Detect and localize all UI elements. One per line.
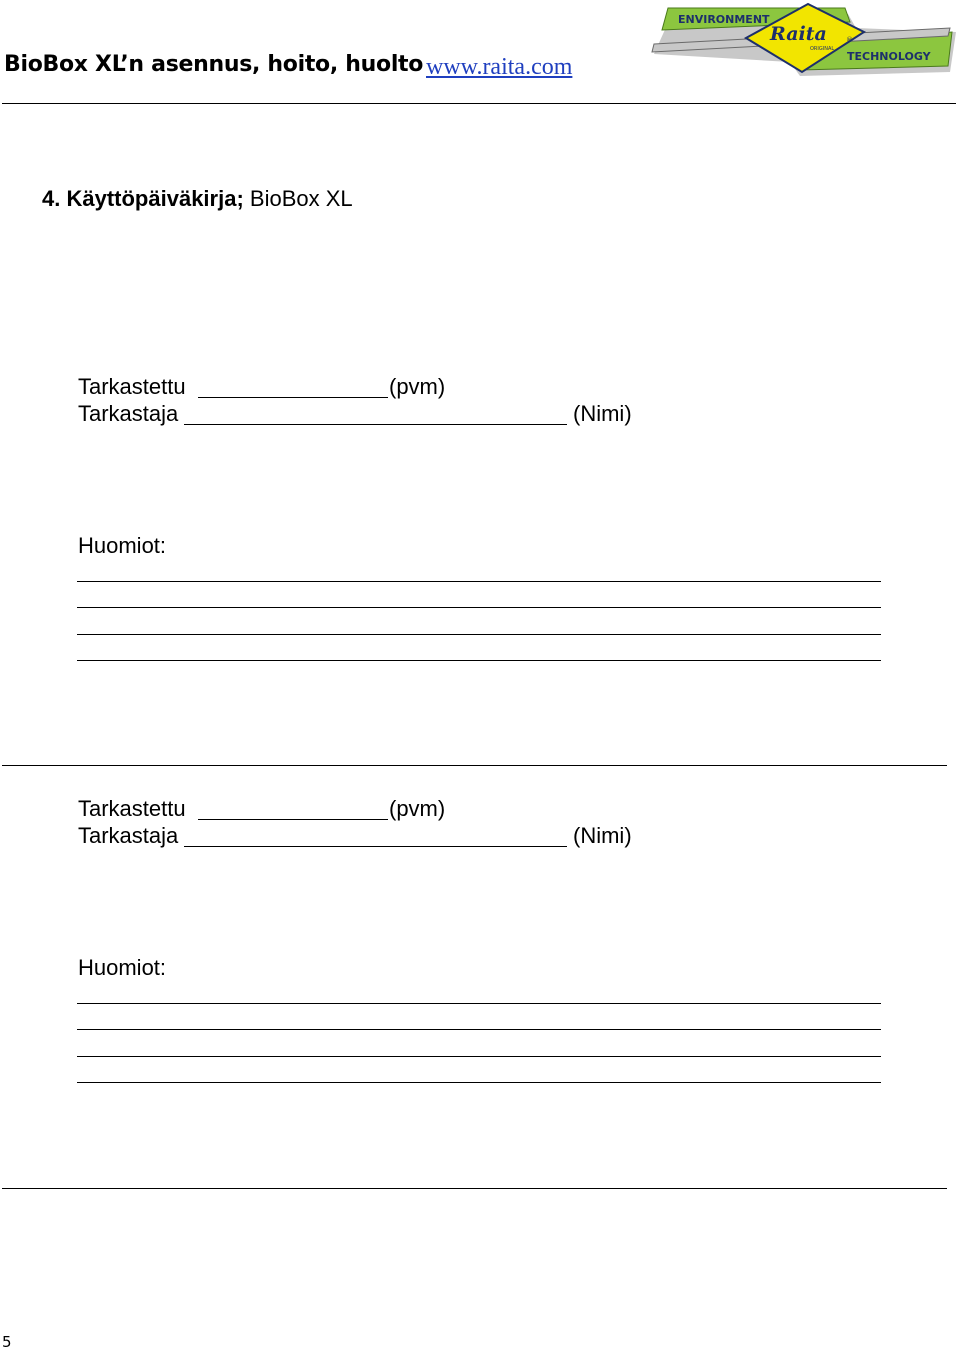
name-line[interactable] xyxy=(184,846,567,847)
notes-line[interactable] xyxy=(77,581,881,582)
checked-label: Tarkastettu xyxy=(78,374,186,399)
notes-label: Huomiot: xyxy=(78,955,167,980)
date-suffix: (pvm) xyxy=(389,374,446,399)
checked-label: Tarkastettu xyxy=(78,796,186,821)
notes-line[interactable] xyxy=(77,634,881,635)
inspector-label: Tarkastaja xyxy=(78,401,179,426)
name-suffix: (Nimi) xyxy=(573,401,632,426)
website-link[interactable]: www.raita.com xyxy=(426,54,573,80)
notes-line[interactable] xyxy=(77,660,881,661)
logo-technology-text: TECHNOLOGY xyxy=(847,50,931,63)
logo-brand-text: Raita xyxy=(770,23,827,45)
notes-line[interactable] xyxy=(77,1056,881,1057)
date-line[interactable] xyxy=(198,397,388,398)
date-line[interactable] xyxy=(198,819,388,820)
notes-label: Huomiot: xyxy=(78,533,167,558)
page-number: 5 xyxy=(2,1333,12,1351)
entry-separator xyxy=(2,1188,947,1189)
notes-line[interactable] xyxy=(77,1029,881,1030)
logo-original-text: ORIGINAL xyxy=(810,46,835,52)
header-divider xyxy=(2,103,956,104)
logo-registered-mark: ® xyxy=(846,36,853,44)
section-title-bold: Käyttöpäiväkirja; xyxy=(66,186,244,211)
name-line[interactable] xyxy=(184,424,567,425)
raita-environment-technology-logo xyxy=(650,2,956,76)
notes-line[interactable] xyxy=(77,1003,881,1004)
document-header-title: BioBox XL’n asennus, hoito, huolto xyxy=(4,52,424,77)
date-suffix: (pvm) xyxy=(389,796,446,821)
section-title-rest: BioBox XL xyxy=(249,186,353,211)
notes-line[interactable] xyxy=(77,607,881,608)
notes-line[interactable] xyxy=(77,1082,881,1083)
section-heading xyxy=(42,186,353,212)
inspector-label: Tarkastaja xyxy=(78,823,179,848)
section-number: 4. xyxy=(42,186,61,211)
entry-separator xyxy=(2,765,947,766)
logo-environment-text: ENVIRONMENT xyxy=(678,13,770,26)
name-suffix: (Nimi) xyxy=(573,823,632,848)
